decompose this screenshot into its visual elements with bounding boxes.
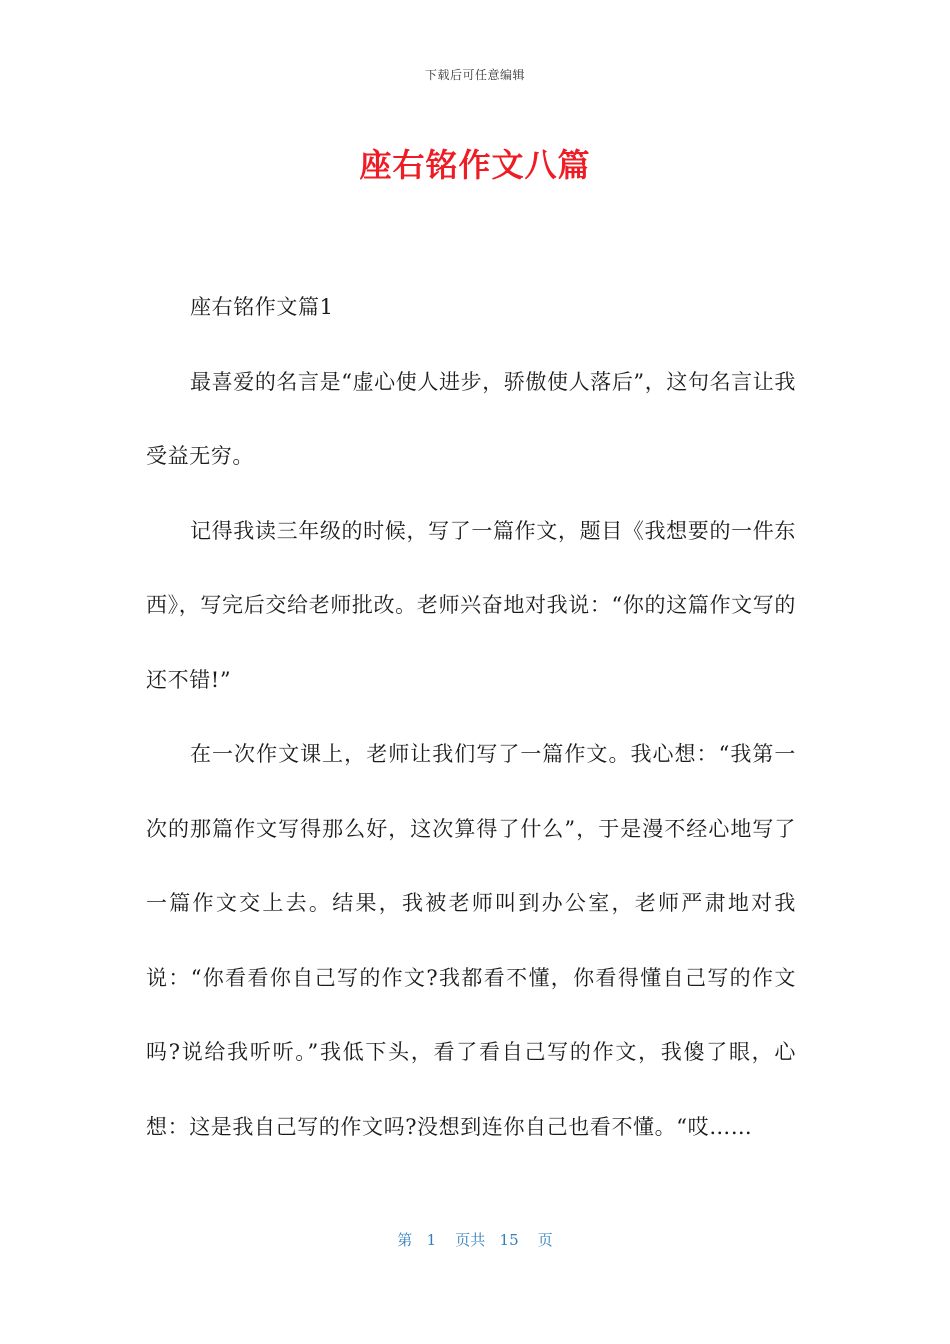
- page-footer: [0, 1229, 950, 1250]
- page-prefix: 第: [397, 1231, 413, 1249]
- page-mid: 页共: [455, 1231, 486, 1249]
- page-suffix: 页: [537, 1231, 553, 1249]
- header-note: 下载后可任意编辑: [424, 68, 525, 82]
- document-body: [146, 270, 796, 1164]
- page-total: 15: [499, 1231, 519, 1249]
- paragraph-2: 记得我读三年级的时候，写了一篇作文，题目《我想要的一件东西》，写完后交给老师批改。老师兴奋地对我说：“你的这篇作文写的还不错!”: [146, 518, 796, 692]
- paragraph-1: 最喜爱的名言是“虚心使人进步，骄傲使人落后”，这句名言让我受益无穷。: [146, 369, 796, 468]
- paragraph-3: 在一次作文课上，老师让我们写了一篇作文。我心想：“我第一次的那篇作文写得那么好，这次算得了什么”，于是漫不经心地写了一篇作文交上去。结果，我被老师叫到办公室，老师严肃地对我说：“你看看你自己写的作文?我都看不懂，你看得懂自己写的作文吗?说给我听听。”我低下头，看了看自己写的作文，我傻了眼，心想：这是我自己写的作文吗?没想到连你自己也看不懂。“哎……: [146, 742, 796, 1139]
- section-heading: 座右铭作文篇1: [190, 295, 334, 319]
- document-title: 座右铭作文八篇: [359, 146, 591, 184]
- page-current: 1: [426, 1231, 437, 1249]
